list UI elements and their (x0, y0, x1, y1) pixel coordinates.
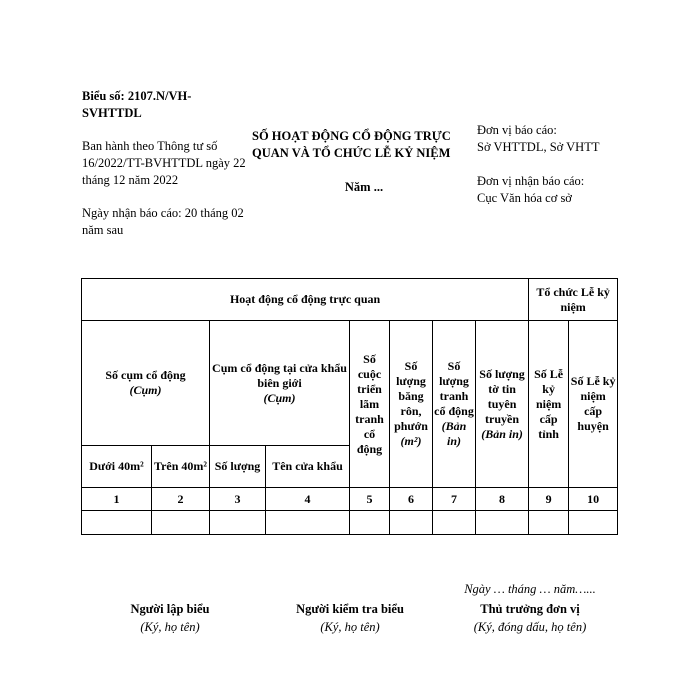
data-cell[interactable] (350, 511, 390, 535)
over40-header: Trên 40m² (152, 446, 210, 488)
reporting-unit (477, 122, 677, 156)
data-cell[interactable] (266, 511, 350, 535)
data-cell[interactable] (390, 511, 433, 535)
col7-header (433, 321, 476, 488)
col6-header (390, 321, 433, 488)
column-number: 8 (476, 488, 529, 511)
group-header-row (82, 279, 618, 321)
border-clusters-unit: (Cụm) (263, 390, 296, 405)
col8-header (476, 321, 529, 488)
column-number: 1 (82, 488, 152, 511)
data-cell[interactable] (433, 511, 476, 535)
col7-label: Số lượng tranh cổ động (434, 359, 474, 418)
col8-label: Số lượng tờ tin tuyên truyền (479, 366, 525, 426)
reporting-unit-value: Sở VHTTDL, Sở VHTT (477, 140, 600, 154)
issued-under-text: Ban hành theo Thông tư số 16/2022/TT-BVHTTDL ngày 22 tháng 12 năm 2022 (82, 139, 246, 187)
column-header-row (82, 321, 618, 446)
data-cell[interactable] (82, 511, 152, 535)
col6-unit: (m²) (400, 434, 422, 448)
head-label: Thủ trưởng đơn vị (480, 602, 580, 616)
checker-note: (Ký, họ tên) (320, 620, 380, 634)
group-ceremony-header: Tổ chức Lễ kỷ niệm (529, 279, 618, 321)
data-cell[interactable] (569, 511, 618, 535)
report-table (81, 278, 618, 535)
border-clusters-label: Cụm cổ động tại cửa khẩu biên giới (212, 360, 347, 390)
col7-unit: (Bản in) (441, 419, 467, 448)
column-number: 10 (569, 488, 618, 511)
preparer-note: (Ký, họ tên) (140, 620, 200, 634)
border-clusters-header (210, 321, 350, 446)
head-signature (440, 600, 620, 636)
report-date-text: Ngày nhận báo cáo: 20 tháng 02 năm sau (82, 206, 244, 237)
signature-date-line: Ngày … tháng … năm…... (464, 582, 596, 596)
group-visual-header: Hoạt động cổ động trực quan (82, 279, 529, 321)
checker-label: Người kiểm tra biểu (296, 602, 404, 616)
column-number: 9 (529, 488, 569, 511)
data-cell[interactable] (152, 511, 210, 535)
checker-signature (270, 600, 430, 636)
column-number-row (82, 488, 618, 511)
data-cell[interactable] (210, 511, 266, 535)
data-row (82, 511, 618, 535)
head-note: (Ký, đóng dấu, họ tên) (473, 620, 587, 634)
col10-header: Số Lễ kỷ niệm cấp huyện (569, 321, 618, 488)
receiving-unit-label: Đơn vị nhận báo cáo: (477, 174, 585, 188)
col8-unit: (Bản in) (481, 426, 523, 441)
column-number: 6 (390, 488, 433, 511)
receiving-unit-value: Cục Văn hóa cơ sở (477, 191, 572, 205)
clusters-label: Số cụm cổ động (105, 368, 186, 382)
col9-header: Số Lễ kỷ niệm cấp tỉnh (529, 321, 569, 488)
col6-label: Số lượng băng rôn, phướn (394, 359, 428, 433)
column-number: 3 (210, 488, 266, 511)
under40-header: Dưới 40m² (82, 446, 152, 488)
reporting-unit-label: Đơn vị báo cáo: (477, 123, 557, 137)
column-number: 4 (266, 488, 350, 511)
quantity-header: Số lượng (210, 446, 266, 488)
data-cell[interactable] (529, 511, 569, 535)
column-number: 5 (350, 488, 390, 511)
clusters-header (82, 321, 210, 446)
clusters-unit: (Cụm) (129, 383, 162, 397)
gate-name-header: Tên cửa khẩu (266, 446, 350, 488)
data-cell[interactable] (476, 511, 529, 535)
preparer-label: Người lập biểu (130, 602, 210, 616)
col5-header: Số cuộc triển lãm tranh cổ động (350, 321, 390, 488)
receiving-unit (477, 173, 677, 207)
preparer-signature (100, 600, 240, 636)
column-number: 2 (152, 488, 210, 511)
column-number: 7 (433, 488, 476, 511)
report-year: Năm ... (344, 180, 384, 194)
form-code: Biểu số: 2107.N/VH-SVHTTDL (82, 89, 192, 120)
report-title: SỐ HOẠT ĐỘNG CỔ ĐỘNG TRỰC QUAN VÀ TỔ CHỨC LỄ KỶ NIỆM (252, 129, 451, 160)
